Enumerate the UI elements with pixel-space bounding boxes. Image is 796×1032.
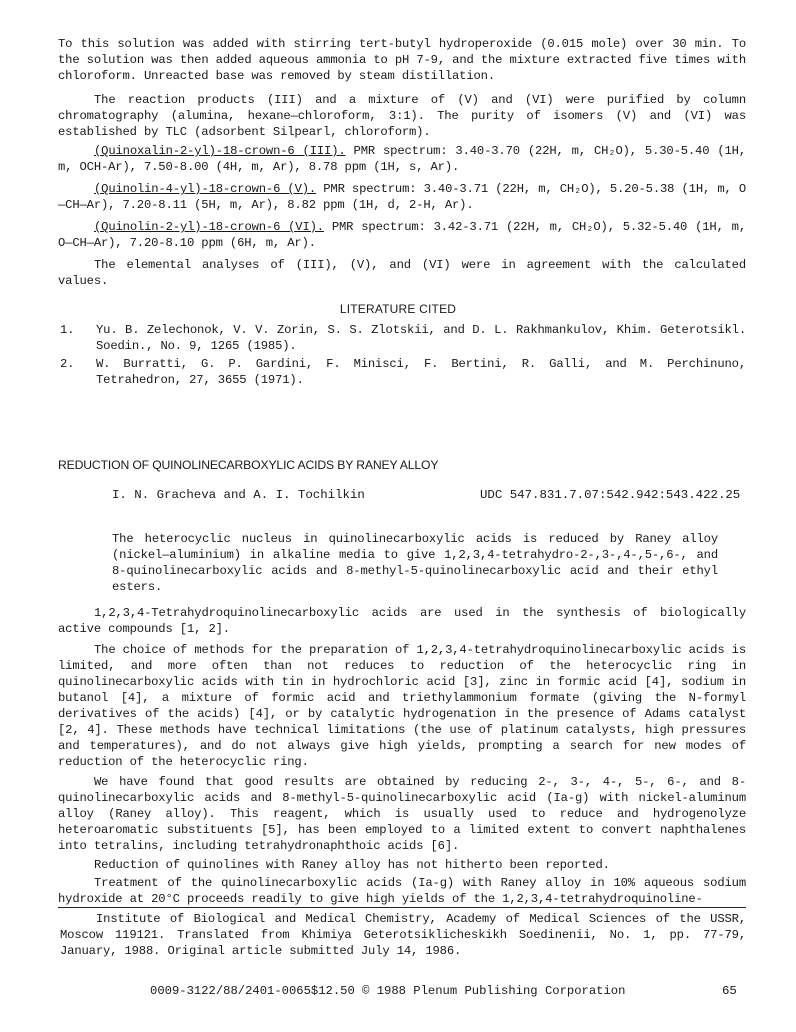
reference-number: 2.	[60, 357, 75, 371]
compound-name: (Quinolin-4-yl)-18-crown-6 (V).	[94, 182, 317, 196]
affiliation-footnote	[60, 911, 746, 959]
paragraph-text: Treatment of the quinolinecarboxylic acids (Ia-g) with Raney alloy in 10% aqueous sodium hydroxide at 20°C proceeds readily to give high yields of the 1,2,3,4-tetrahydroquinoline-	[58, 876, 746, 906]
udc-code: UDC 547.831.7.07:542.942:543.422.25	[480, 488, 741, 502]
article-authors: I. N. Gracheva and A. I. Tochilkin	[112, 488, 365, 502]
body-paragraph-5	[58, 875, 746, 907]
publisher-code: 0009-3122/88/2401-0065$12.50 © 1988 Plenum Publishing Corporation	[150, 984, 626, 998]
experimental-paragraph-1	[58, 36, 746, 84]
reference-text: W. Burratti, G. P. Gardini, F. Minisci, F. Bertini, R. Galli, and M. Perchinuno, Tetrahedron, 27, 3655 (1971).	[96, 357, 746, 387]
abstract-text: The heterocyclic nucleus in quinolinecarboxylic acids is reduced by Raney alloy (nickel—aluminium) in alkaline media to give 1,2,3,4-tetrahydro-2-,3-,4-,5-,6-, and 8-quinolinecarboxylic acids and 8-methyl-5-quinolinecarboxylic acid and their ethyl esters.	[112, 532, 718, 594]
body-paragraph-1	[58, 605, 746, 637]
article-title: REDUCTION OF QUINOLINECARBOXYLIC ACIDS BY RANEY ALLOY	[58, 458, 439, 472]
experimental-paragraph-2	[58, 92, 746, 140]
compound-iii-entry	[58, 143, 746, 175]
reference-text: Yu. B. Zelechonok, V. V. Zorin, S. S. Zlotskii, and D. L. Rakhmankulov, Khim. Geterotsikl. Soedin., No. 9, 1265 (1985).	[96, 323, 746, 353]
paragraph-text: The choice of methods for the preparation of 1,2,3,4-tetrahydroquinolinecarboxylic acids is limited, and more often than not reduces to reduction of the heterocyclic ring in quinolinecarboxylic acids with tin in hydrochloric acid [3], zinc in formic acid [4], sodium in butanol [4], a mixture of formic acid and triethylammonium formate (giving the N-formyl derivatives of the acids) [4], or by catalytic hydrogenation in the presence of Adams catalyst [2, 4]. These methods have technical limitations (the use of platinum catalysts, high pressures and temperatures), and do not always give high yields, prompting a search for new modes of reduction of the heterocyclic ring.	[58, 643, 746, 769]
footnote-text: Institute of Biological and Medical Chemistry, Academy of Medical Sciences of the USSR, Moscow 119121. Translated from Khimiya Geterotsiklicheskikh Soedinenii, No. 1, pp. 77-79, January, 1988. Original article submitted July 14, 1986.	[60, 912, 746, 958]
compound-name: (Quinolin-2-yl)-18-crown-6 (VI).	[94, 220, 324, 234]
paragraph-text: The elemental analyses of (III), (V), and (VI) were in agreement with the calculated values.	[58, 258, 746, 288]
paragraph-text: 1,2,3,4-Tetrahydroquinolinecarboxylic acids are used in the synthesis of biologically active compounds [1, 2].	[58, 606, 746, 636]
compound-spectrum: PMR spectrum: 3.40-3.71 (22H, m, CH₂O), 5.20-5.38 (1H, m, O—CH—Ar), 7.20-8.11 (5H, m, Ar), 8.82 ppm (1H, d, 2-H, Ar).	[58, 182, 746, 212]
paragraph-text: The reaction products (III) and a mixture of (V) and (VI) were purified by column chromatography (alumina, hexane—chloroform, 3:1). The purity of isomers (V) and (VI) was established by TLC (adsorbent Silpearl, chloroform).	[58, 93, 746, 139]
literature-heading: LITERATURE CITED	[339, 302, 457, 316]
compound-vi-entry	[58, 219, 746, 251]
body-paragraph-2	[58, 642, 746, 770]
paragraph-text: Reduction of quinolines with Raney alloy has not hitherto been reported.	[94, 858, 610, 872]
compound-v-entry	[58, 181, 746, 213]
paragraph-text: We have found that good results are obtained by reducing 2-, 3-, 4-, 5-, 6-, and 8-quinolinecarboxylic acids and 8-methyl-5-quinolinecarboxylic acid (Ia-g) with nickel-aluminum alloy (Raney alloy). This reagent, which is usually used to reduce and hydrogenolyze heteroaromatic substituents [5], has been employed to a limited extent to convert naphthalenes into tetralins, including tetrahydronaphthoic acids [6].	[58, 775, 746, 853]
compound-name: (Quinoxalin-2-yl)-18-crown-6 (III).	[94, 144, 346, 158]
paragraph-text: To this solution was added with stirring tert-butyl hydroperoxide (0.015 mole) over 30 min. To the solution was then added aqueous ammonia to pH 7-9, and the mixture extracted five times with chloroform. Unreacted base was removed by steam distillation.	[58, 37, 746, 83]
compound-spectrum: PMR spectrum: 3.40-3.70 (22H, m, CH₂O), 5.30-5.40 (1H, m, OCH-Ar), 7.50-8.00 (4H, m, Ar), 8.78 ppm (1H, s, Ar).	[58, 144, 747, 174]
footnote-divider	[58, 907, 746, 908]
body-paragraph-3	[58, 774, 746, 854]
elemental-analysis-paragraph	[58, 257, 746, 289]
page-number: 65	[722, 984, 737, 998]
compound-spectrum: PMR spectrum: 3.42-3.71 (22H, m, CH₂O), 5.32-5.40 (1H, m, O—CH—Ar), 7.20-8.10 ppm (6H, m, Ar).	[58, 220, 746, 250]
article-abstract	[112, 531, 718, 595]
reference-number: 1.	[60, 323, 75, 337]
body-paragraph-4	[58, 857, 746, 873]
